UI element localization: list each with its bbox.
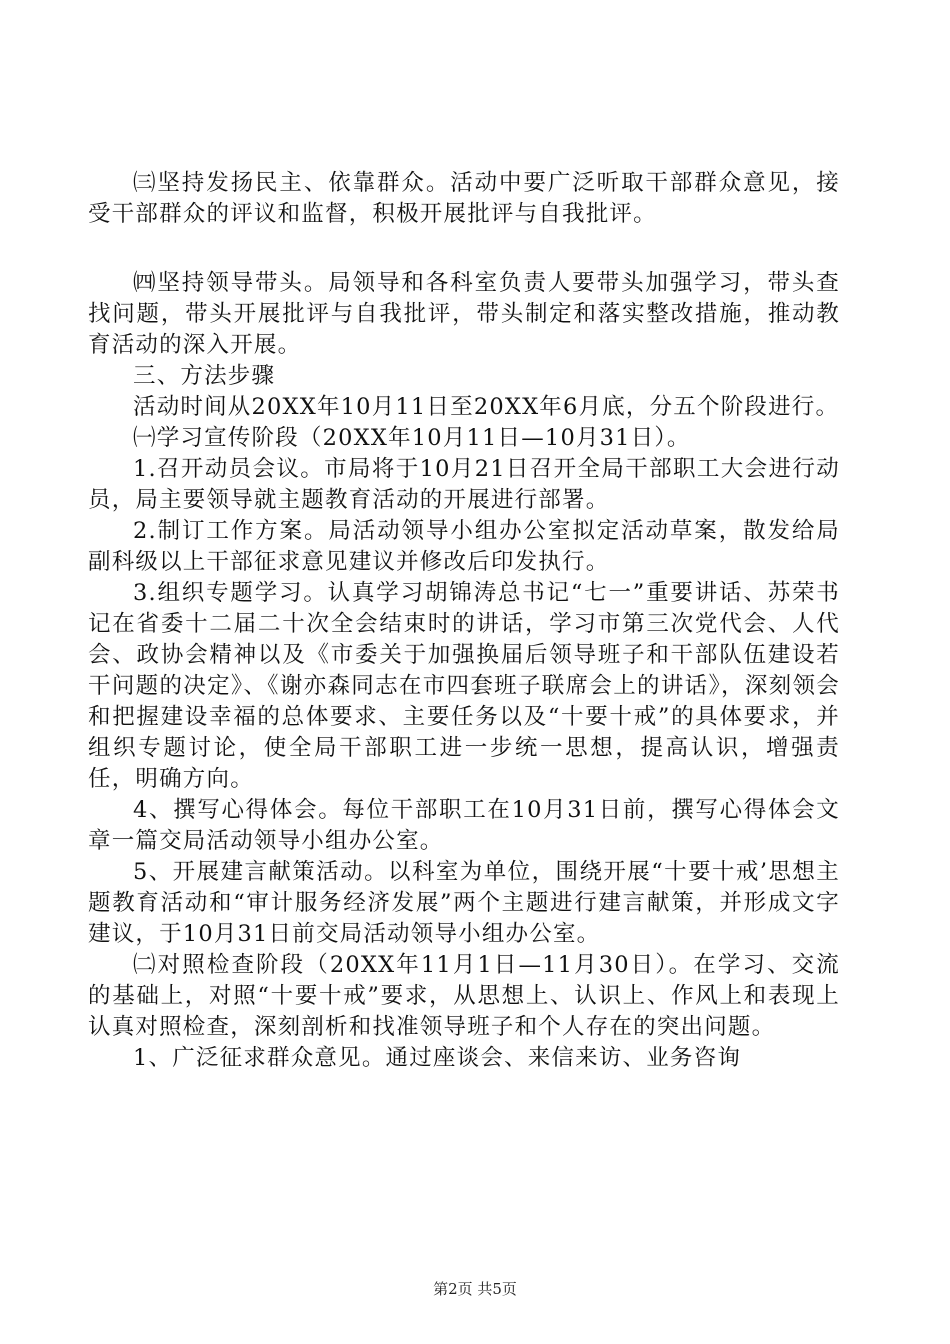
section-heading-methods: 三、方法步骤 <box>133 363 276 389</box>
paragraph-stage-1-heading: ㈠学习宣传阶段（20XX年10月11日—10月31日）。 <box>133 425 691 451</box>
paragraph-stage-2-heading: ㈡对照检查阶段（20XX年11月1日—11月30日）。在学习、交流的基础上，对照“十要十戒”要求，从思想上、认识上、作风上和表现上认真对照检查，深刻剖析和找准领导班子和个人存在的突出问题。 <box>88 952 840 1040</box>
paragraph-timeline: 活动时间从20XX年10月11日至20XX年6月底，分五个阶段进行。 <box>133 394 840 420</box>
paragraph-principle-4: ㈣坚持领导带头。局领导和各科室负责人要带头加强学习，带头查找问题，带头开展批评与自我批评，带头制定和落实整改措施，推动教育活动的深入开展。 <box>88 270 840 358</box>
paragraph-step-1-4: 4、撰写心得体会。每位干部职工在10月31日前，撰写心得体会文章一篇交局活动领导小组办公室。 <box>88 797 840 854</box>
paragraph-step-2-1: 1、广泛征求群众意见。通过座谈会、来信来访、业务咨询 <box>133 1045 742 1071</box>
paragraph-step-1-5: 5、开展建言献策活动。以科室为单位，围绕开展“十要十戒’思想主题教育活动和“审计服务经济发展”两个主题进行建言献策，并形成文字建议，于10月31日前交局活动领导小组办公室。 <box>88 859 840 947</box>
document-body <box>88 168 840 1074</box>
page-number-footer: 第2页 共5页 <box>433 1280 517 1298</box>
paragraph-step-1-1: 1.召开动员会议。市局将于10月21日召开全局干部职工大会进行动员，局主要领导就主题教育活动的开展进行部署。 <box>88 456 840 513</box>
paragraph-principle-3: ㈢坚持发扬民主、依靠群众。活动中要广泛听取干部群众意见，接受干部群众的评议和监督，积极开展批评与自我批评。 <box>88 170 840 227</box>
paragraph-step-1-3: 3.组织专题学习。认真学习胡锦涛总书记“七一”重要讲话、苏荣书记在省委十二届二十次全会结束时的讲话，学习市第三次党代会、人代会、政协会精神以及《市委关于加强换届后领导班子和干部队伍建设若干问题的决定》、《谢亦森同志在市四套班子联席会上的讲话》，深刻领会和把握建设幸福的总体要求、主要任务以及“十要十戒”的具体要求，并组织专题讨论，使全局干部职工进一步统一思想，提高认识，增强责任，明确方向。 <box>88 580 840 792</box>
paragraph-step-1-2: 2.制订工作方案。局活动领导小组办公室拟定活动草案，散发给局副科级以上干部征求意见建议并修改后印发执行。 <box>88 518 840 575</box>
